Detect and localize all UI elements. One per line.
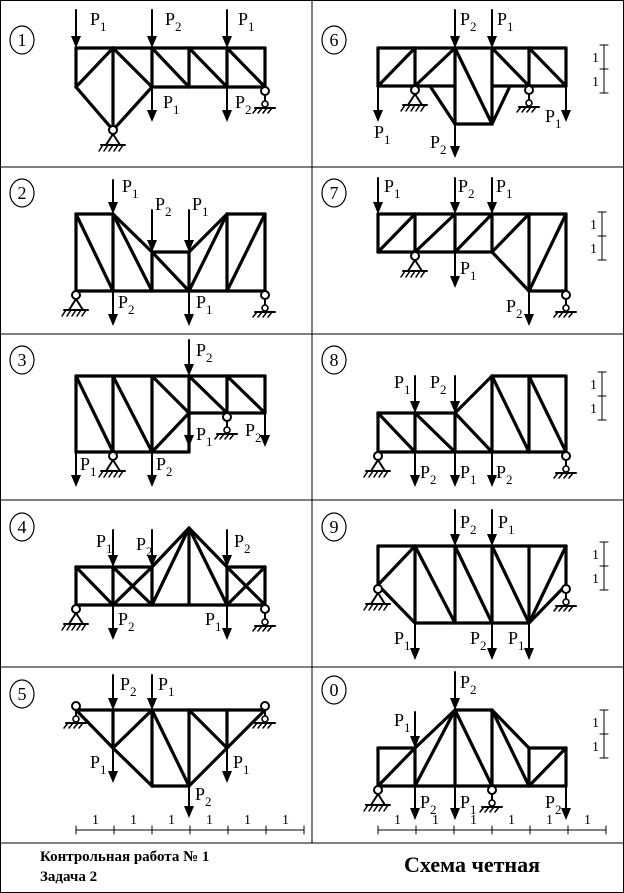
load-arrow	[222, 10, 232, 48]
load-label: $P_1$	[196, 292, 213, 317]
load-label: $P_2$	[245, 420, 262, 445]
panel-number: 7	[329, 183, 339, 203]
load-label: $P_1$	[394, 372, 411, 397]
dimension-label: 1	[592, 75, 599, 90]
load-arrow	[147, 210, 157, 252]
dimension-label: 1	[206, 813, 213, 828]
load-arrow	[561, 86, 571, 122]
load-arrow	[450, 452, 460, 487]
panel-number: 1	[17, 30, 27, 50]
dimension-label: 1	[282, 813, 289, 828]
load-arrow	[487, 510, 497, 546]
load-label: $P_1$	[394, 628, 411, 653]
panel-number-badge	[10, 680, 34, 708]
pin-support-icon	[99, 452, 125, 477]
work-title: Контрольная работа № 1	[40, 849, 210, 865]
dimension-label: 1	[546, 813, 553, 828]
load-arrow	[108, 291, 118, 326]
load-arrow	[184, 340, 194, 376]
load-arrow	[410, 786, 420, 820]
vertical-dimension	[590, 212, 606, 260]
load-arrow	[373, 178, 383, 214]
load-arrow	[524, 291, 534, 326]
dimension-label: 1	[590, 218, 597, 233]
load-arrow	[450, 672, 460, 710]
load-arrow	[373, 86, 383, 122]
load-arrow	[450, 10, 460, 48]
load-label: $P_1$	[460, 792, 477, 817]
load-label: $P_1$	[205, 609, 222, 634]
panel-number-badge	[322, 26, 346, 54]
load-label: $P_1$	[497, 9, 514, 34]
load-label: $P_1$	[238, 9, 255, 34]
load-arrow	[184, 291, 194, 326]
panel-number-badge	[322, 346, 346, 374]
load-label: $P_2$	[120, 674, 137, 699]
roller-support-icon	[253, 605, 275, 631]
dimension-label: 1	[590, 242, 597, 257]
dimension-label: 1	[592, 572, 599, 587]
scheme-5	[10, 674, 304, 834]
panel-number: 9	[329, 517, 339, 537]
load-label: $P_1$	[163, 92, 180, 117]
load-arrow	[450, 124, 460, 158]
load-label: $P_1$	[192, 194, 209, 219]
vertical-dimension	[590, 372, 606, 420]
load-label: $P_1$	[233, 752, 250, 777]
load-label: $P_1$	[158, 674, 175, 699]
load-label: $P_2$	[458, 176, 475, 201]
panel-number: 2	[17, 183, 27, 203]
scheme-3	[10, 340, 270, 487]
dimension-label: 1	[584, 813, 591, 828]
dimension-label: 1	[592, 740, 599, 755]
panel-number-badge	[322, 676, 346, 704]
load-label: $P_2$	[420, 792, 437, 817]
load-arrow	[147, 10, 157, 48]
load-label: $P_2$	[430, 372, 447, 397]
load-label: $P_1$	[460, 258, 477, 283]
load-label: $P_2$	[496, 462, 513, 487]
load-arrow	[561, 786, 571, 820]
load-label: $P_2$	[545, 792, 562, 817]
load-arrow	[147, 675, 157, 710]
load-label: $P_1$	[384, 176, 401, 201]
dimension-label: 1	[394, 813, 401, 828]
load-label: $P_2$	[506, 296, 523, 321]
load-label: $P_2$	[196, 340, 213, 365]
load-label: $P_1$	[498, 512, 515, 537]
scheme-4	[10, 513, 275, 640]
load-label: $P_1$	[545, 106, 562, 131]
dimension-label: 1	[590, 378, 597, 393]
load-label: $P_2$	[460, 9, 477, 34]
load-arrow	[108, 180, 118, 214]
dimension-label: 1	[244, 813, 251, 828]
pin-support-icon	[401, 252, 427, 277]
load-label: $P_2$	[235, 92, 252, 117]
load-label: $P_1$	[374, 122, 391, 147]
scheme-9	[322, 510, 608, 660]
task-label: Задача 2	[40, 869, 98, 885]
load-arrow	[108, 605, 118, 640]
load-arrow	[410, 376, 420, 413]
roller-support-icon	[554, 585, 576, 611]
load-arrow	[222, 87, 232, 122]
panel-number: 8	[329, 350, 339, 370]
load-label: $P_1$	[460, 462, 477, 487]
load-label: $P_1$	[80, 454, 97, 479]
load-label: $P_2$	[118, 609, 135, 634]
load-label: $P_2$	[155, 194, 172, 219]
load-arrow	[487, 623, 497, 660]
load-label: $P_2$	[460, 512, 477, 537]
load-arrow	[450, 786, 460, 820]
load-arrow	[450, 510, 460, 546]
load-arrow	[71, 10, 81, 48]
panel-number: 0	[329, 680, 339, 700]
panel-number: 5	[17, 684, 27, 704]
pin-support-icon	[62, 291, 88, 316]
load-label: $P_2$	[430, 132, 447, 157]
dimension-label: 1	[592, 548, 599, 563]
load-arrow	[487, 10, 497, 48]
panel-number-badge	[322, 513, 346, 541]
horizontal-dimension	[76, 813, 304, 834]
load-label: $P_1$	[496, 176, 513, 201]
load-label: $P_1$	[90, 9, 107, 34]
dimension-label: 1	[590, 402, 597, 417]
horizontal-dimension	[378, 813, 606, 834]
load-arrow	[410, 623, 420, 660]
dimension-label: 1	[592, 716, 599, 731]
dimension-label: 1	[432, 813, 439, 828]
panel-number: 4	[17, 517, 27, 537]
load-arrow	[524, 623, 534, 660]
panel-number-badge	[10, 346, 34, 374]
vertical-dimension	[592, 45, 608, 93]
load-label: $P_2$	[460, 672, 477, 697]
dimension-label: 1	[92, 813, 99, 828]
scheme-2	[10, 176, 275, 326]
pin-support-icon	[62, 605, 88, 630]
load-label: $P_2$	[195, 784, 212, 809]
roller-support-icon	[554, 291, 576, 317]
panel-number-badge	[322, 179, 346, 207]
pin-support-icon	[401, 86, 427, 111]
vertical-dimension	[592, 710, 608, 758]
roller-support-icon	[554, 452, 576, 478]
dimension-label: 1	[508, 813, 515, 828]
load-arrow	[450, 252, 460, 288]
scheme-7	[322, 176, 606, 326]
roller-support-icon	[253, 87, 275, 113]
panel-number: 3	[17, 350, 27, 370]
roller-support-icon	[253, 291, 275, 317]
scheme-6	[322, 9, 608, 158]
load-label: $P_1$	[394, 710, 411, 735]
load-arrow	[410, 452, 420, 487]
load-arrow	[184, 210, 194, 252]
roller-support-icon	[517, 86, 539, 112]
load-arrow	[184, 786, 194, 818]
dimension-label: 1	[168, 813, 175, 828]
load-label: $P_1$	[122, 176, 139, 201]
load-label: $P_1$	[196, 424, 213, 449]
panel-number-badge	[10, 179, 34, 207]
roller-support-icon	[253, 702, 275, 728]
roller-support-icon	[480, 786, 502, 812]
load-arrow	[108, 675, 118, 710]
pin-support-icon	[364, 585, 390, 610]
dimension-label: 1	[130, 813, 137, 828]
roller-support-icon	[215, 413, 237, 439]
scheme-8	[322, 346, 606, 487]
vertical-dimension	[592, 542, 608, 590]
load-label: $P_2$	[470, 628, 487, 653]
load-label: $P_2$	[118, 292, 135, 317]
dimension-label: 1	[592, 51, 599, 66]
load-label: $P_2$	[165, 9, 182, 34]
dimension-label: 1	[470, 813, 477, 828]
scheme-1	[10, 9, 275, 151]
load-label: $P_2$	[234, 531, 251, 556]
scheme-0	[322, 672, 608, 834]
load-label: $P_2$	[136, 534, 153, 559]
load-label: $P_1$	[96, 531, 113, 556]
panel-number: 6	[329, 30, 339, 50]
load-label: $P_2$	[156, 454, 173, 479]
load-arrow	[222, 605, 232, 640]
pin-support-icon	[364, 452, 390, 477]
load-label: $P_1$	[508, 628, 525, 653]
panel-number-badge	[10, 513, 34, 541]
pin-support-icon	[99, 126, 125, 151]
panel-number-badge	[10, 26, 34, 54]
load-label: $P_1$	[90, 752, 107, 777]
load-label: $P_2$	[420, 462, 437, 487]
scheme-title: Схема четная	[404, 852, 540, 877]
pin-support-icon	[364, 786, 390, 811]
